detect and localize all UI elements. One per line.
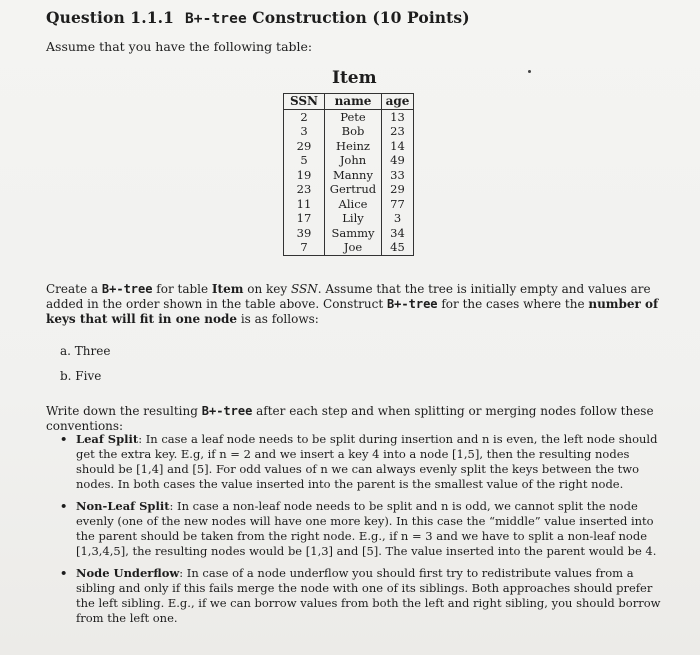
rule-heading: Leaf Split — [76, 432, 139, 446]
cell-age: 77 — [382, 197, 414, 212]
cell-age: 14 — [382, 139, 414, 154]
rule-non-leaf-split — [60, 499, 668, 559]
cell-name: Alice — [325, 197, 382, 212]
cell-age: 3 — [382, 211, 414, 226]
conventions-list — [60, 432, 668, 633]
question-title — [46, 8, 470, 27]
write-bptree-term: B+-tree — [201, 404, 253, 418]
cell-name: Joe — [325, 240, 382, 255]
table-row — [284, 211, 414, 226]
write-text-2: after each step and when splitting or merging nodes follow these conventions: — [46, 404, 654, 433]
cell-age: 29 — [382, 182, 414, 197]
rule-heading: Non-Leaf Split — [76, 499, 170, 513]
cell-ssn: 11 — [284, 197, 325, 212]
task-text-1: Create a — [46, 282, 102, 296]
cell-ssn: 7 — [284, 240, 325, 255]
table-row — [284, 109, 414, 124]
task-text-6: is as follows: — [237, 312, 319, 326]
cell-age: 49 — [382, 153, 414, 168]
bullet-icon: • — [60, 499, 68, 513]
task-bptree-term-2: B+-tree — [386, 297, 438, 311]
rule-text: : In case a leaf node needs to be split during insertion and n is even, the left node should get the extra key. E.g, if n = 2 and we insert a key 4 into a node [1,5], then the resulting nodes should be [1,4] and [5]. For odd values of n we can always evenly split the keys between the two nodes. In both cases the value inserted into the parent is the smallest value of the right node. — [76, 432, 658, 491]
rule-leaf-split — [60, 432, 668, 492]
table-row — [284, 153, 414, 168]
cell-age: 34 — [382, 226, 414, 241]
cell-ssn: 29 — [284, 139, 325, 154]
bullet-icon: • — [60, 432, 68, 446]
bullet-icon: • — [60, 566, 68, 580]
intro-text: Assume that you have the following table: — [46, 39, 313, 54]
header-name: name — [325, 94, 382, 110]
question-bptree-term: B+-tree — [184, 11, 247, 27]
cell-name: Bob — [325, 124, 382, 139]
item-table — [283, 93, 414, 256]
header-age: age — [382, 94, 414, 110]
cell-name: Gertrud — [325, 182, 382, 197]
task-text-5: for the cases where the — [437, 297, 589, 311]
rule-heading: Node Underflow — [76, 566, 180, 580]
table-row — [284, 168, 414, 183]
cell-age: 45 — [382, 240, 414, 255]
question-title-rest: Construction (10 Points) — [252, 8, 470, 27]
table-title: Item — [332, 68, 377, 88]
table-row — [284, 240, 414, 255]
option-a: a. Three — [60, 344, 111, 358]
cell-age: 33 — [382, 168, 414, 183]
table-row — [284, 139, 414, 154]
cell-ssn: 23 — [284, 182, 325, 197]
cell-name: John — [325, 153, 382, 168]
cell-name: Heinz — [325, 139, 382, 154]
cell-name: Sammy — [325, 226, 382, 241]
stray-dot — [528, 70, 531, 73]
rule-text: : In case a non-leaf node needs to be split and n is odd, we cannot split the node evenly (one of the new nodes will have one more key). In this case the “middle” value inserted into the parent should be taken from the right node. E.g., if n = 3 and we have to split a non-leaf node [1,3,4,5], the resulting nodes would be [1,3] and [5]. The value inserted into the parent would be 4. — [76, 499, 657, 558]
table-row — [284, 226, 414, 241]
cell-ssn: 39 — [284, 226, 325, 241]
cell-name: Pete — [325, 109, 382, 124]
cell-age: 23 — [382, 124, 414, 139]
cell-ssn: 19 — [284, 168, 325, 183]
table-body — [284, 109, 414, 255]
write-text-1: Write down the resulting — [46, 404, 202, 418]
cell-ssn: 2 — [284, 109, 325, 124]
task-paragraph — [46, 282, 666, 327]
task-table-name: Item — [211, 282, 244, 296]
cell-name: Lily — [325, 211, 382, 226]
cell-ssn: 3 — [284, 124, 325, 139]
rule-node-underflow — [60, 566, 668, 626]
table-header-row — [284, 94, 414, 110]
task-text-2: for table — [152, 282, 212, 296]
table-row — [284, 182, 414, 197]
rule-text: : In case of a node underflow you should first try to redistribute values from a sibling and only if this fails merge the node with one of its siblings. Both approaches should prefer the left sibling. E.g., if we can borrow values from both the left and right sibling, you should borrow from the left one. — [76, 566, 661, 625]
task-keys-per-node: number of keys that will fit in one node — [46, 297, 659, 326]
table-row — [284, 197, 414, 212]
question-number: Question 1.1.1 — [46, 8, 174, 27]
header-ssn: SSN — [284, 94, 325, 110]
cell-ssn: 17 — [284, 211, 325, 226]
task-text-4: . Assume that the tree is initially empty and values are added in the order shown in the table above. Construct — [46, 282, 651, 311]
table-row — [284, 124, 414, 139]
write-instruction — [46, 404, 686, 434]
task-text-3: on key — [243, 282, 291, 296]
cell-age: 13 — [382, 109, 414, 124]
task-bptree-term-1: B+-tree — [101, 282, 153, 296]
cell-ssn: 5 — [284, 153, 325, 168]
option-b: b. Five — [60, 369, 102, 383]
task-key-name: SSN — [290, 282, 318, 296]
cell-name: Manny — [325, 168, 382, 183]
